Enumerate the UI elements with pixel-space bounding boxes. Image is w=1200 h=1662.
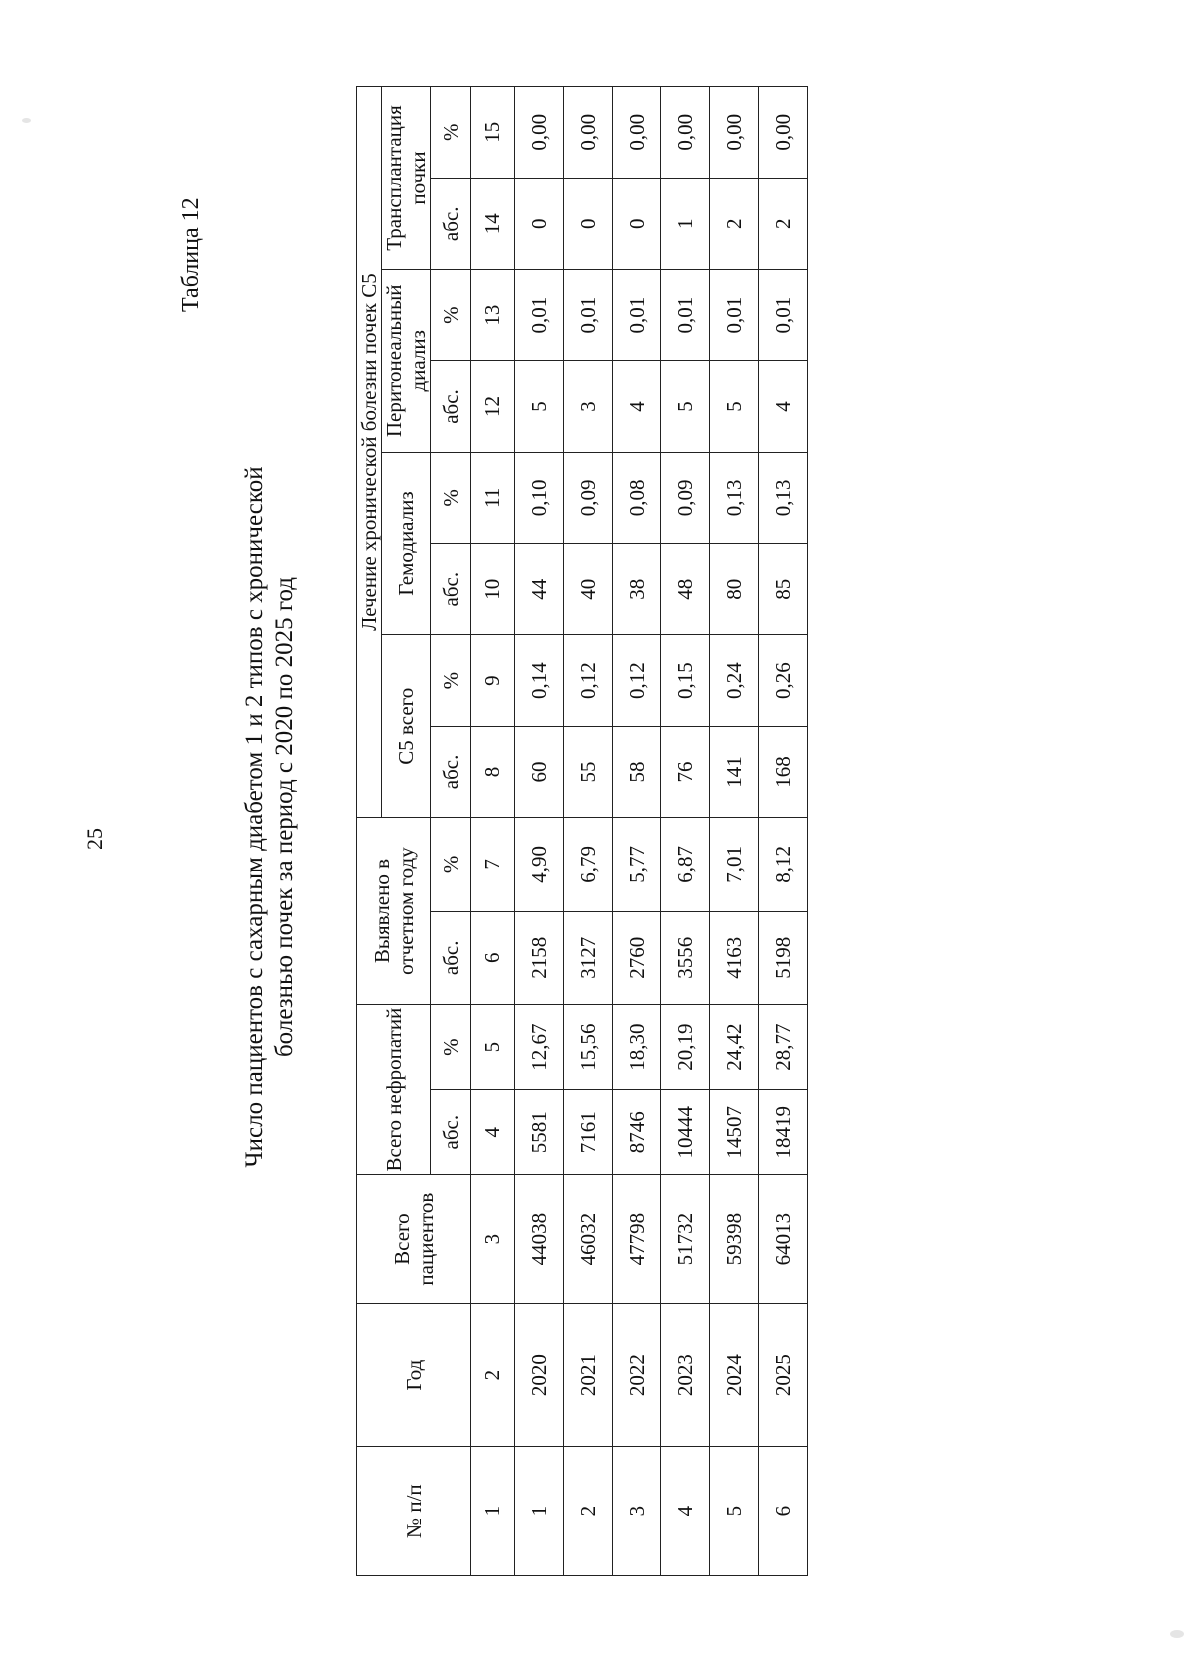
table-cell: 2023 bbox=[661, 1303, 710, 1446]
table-cell: 2022 bbox=[612, 1303, 661, 1446]
table-cell: 8,12 bbox=[759, 818, 808, 911]
table-cell: 58 bbox=[612, 726, 661, 817]
header-c5-total: С5 всего bbox=[382, 635, 431, 818]
table-row bbox=[710, 87, 759, 1576]
table-row bbox=[759, 87, 808, 1576]
table-cell: 0,09 bbox=[563, 452, 612, 543]
table-cell: 4 bbox=[759, 361, 808, 452]
table-cell: 85 bbox=[759, 544, 808, 635]
table-cell: 55 bbox=[563, 726, 612, 817]
table-cell: 1 bbox=[661, 178, 710, 269]
table-cell: 44038 bbox=[514, 1175, 563, 1304]
table-cell: 0,13 bbox=[710, 452, 759, 543]
table-cell: 141 bbox=[710, 726, 759, 817]
column-number: 7 bbox=[471, 818, 515, 911]
column-number: 14 bbox=[471, 178, 515, 269]
table-cell: 0,12 bbox=[563, 635, 612, 726]
table-cell: 2020 bbox=[514, 1303, 563, 1446]
column-number: 8 bbox=[471, 726, 515, 817]
table-cell: 0,01 bbox=[759, 269, 808, 360]
table-cell: 7161 bbox=[563, 1090, 612, 1175]
header-year: Год bbox=[357, 1303, 471, 1446]
table-cell: 3556 bbox=[661, 911, 710, 1004]
table-cell: 0,01 bbox=[514, 269, 563, 360]
table-cell: 4 bbox=[661, 1447, 710, 1576]
table-label: Таблица 12 bbox=[178, 197, 204, 312]
table-body bbox=[471, 87, 808, 1576]
column-number: 12 bbox=[471, 361, 515, 452]
table-cell: 0,14 bbox=[514, 635, 563, 726]
table-cell: 0 bbox=[612, 178, 661, 269]
header-pct: % bbox=[431, 269, 471, 360]
table-cell: 48 bbox=[661, 544, 710, 635]
table-cell: 5 bbox=[661, 361, 710, 452]
header-total-nephropathy: Всего нефропатий bbox=[357, 1005, 431, 1175]
table-cell: 1 bbox=[514, 1447, 563, 1576]
header-row-1 bbox=[357, 87, 382, 1576]
column-number: 4 bbox=[471, 1090, 515, 1175]
table-cell: 0,00 bbox=[759, 87, 808, 179]
column-number: 5 bbox=[471, 1005, 515, 1090]
table-cell: 28,77 bbox=[759, 1005, 808, 1090]
table-cell: 8746 bbox=[612, 1090, 661, 1175]
table-cell: 0,13 bbox=[759, 452, 808, 543]
table-cell: 0 bbox=[514, 178, 563, 269]
table-cell: 5 bbox=[514, 361, 563, 452]
table-cell: 14507 bbox=[710, 1090, 759, 1175]
column-number: 2 bbox=[471, 1303, 515, 1446]
table-cell: 38 bbox=[612, 544, 661, 635]
table-cell: 168 bbox=[759, 726, 808, 817]
table-cell: 5 bbox=[710, 1447, 759, 1576]
table-cell: 44 bbox=[514, 544, 563, 635]
table-cell: 6,87 bbox=[661, 818, 710, 911]
header-abs: абс. bbox=[431, 544, 471, 635]
table-cell: 0,26 bbox=[759, 635, 808, 726]
table-cell: 0,01 bbox=[612, 269, 661, 360]
table-cell: 5581 bbox=[514, 1090, 563, 1175]
header-hemodialysis: Гемодиализ bbox=[382, 452, 431, 635]
table-cell: 0,00 bbox=[612, 87, 661, 179]
header-abs: абс. bbox=[431, 911, 471, 1004]
table-row bbox=[514, 87, 563, 1576]
table-cell: 12,67 bbox=[514, 1005, 563, 1090]
table-cell: 4 bbox=[612, 361, 661, 452]
table-cell: 24,42 bbox=[710, 1005, 759, 1090]
table-cell: 2025 bbox=[759, 1303, 808, 1446]
table-cell: 4,90 bbox=[514, 818, 563, 911]
column-number: 11 bbox=[471, 452, 515, 543]
table-cell: 2 bbox=[563, 1447, 612, 1576]
table-cell: 40 bbox=[563, 544, 612, 635]
header-peritoneal: Перитонеальный диализ bbox=[382, 269, 431, 452]
column-number: 1 bbox=[471, 1447, 515, 1576]
header-abs: абс. bbox=[431, 726, 471, 817]
table-cell: 0,00 bbox=[563, 87, 612, 179]
table-cell: 51732 bbox=[661, 1175, 710, 1304]
table-cell: 0,00 bbox=[514, 87, 563, 179]
table-cell: 18419 bbox=[759, 1090, 808, 1175]
header-pct: % bbox=[431, 87, 471, 179]
column-number-row bbox=[471, 87, 515, 1576]
column-number: 10 bbox=[471, 544, 515, 635]
header-abs: абс. bbox=[431, 1090, 471, 1175]
table-title bbox=[240, 252, 300, 1382]
table-cell: 76 bbox=[661, 726, 710, 817]
table-cell: 0 bbox=[563, 178, 612, 269]
column-number: 15 bbox=[471, 87, 515, 179]
table-cell: 5 bbox=[710, 361, 759, 452]
column-number: 6 bbox=[471, 911, 515, 1004]
table-cell: 60 bbox=[514, 726, 563, 817]
table-cell: 2760 bbox=[612, 911, 661, 1004]
table-cell: 18,30 bbox=[612, 1005, 661, 1090]
table-cell: 3 bbox=[563, 361, 612, 452]
title-line-2: болезнью почек за период с 2020 по 2025 год bbox=[271, 576, 298, 1058]
table-cell: 47798 bbox=[612, 1175, 661, 1304]
table-cell: 2021 bbox=[563, 1303, 612, 1446]
data-table bbox=[356, 86, 808, 1576]
table-row bbox=[563, 87, 612, 1576]
table-cell: 2024 bbox=[710, 1303, 759, 1446]
table-cell: 46032 bbox=[563, 1175, 612, 1304]
header-abs: абс. bbox=[431, 361, 471, 452]
table-cell: 0,12 bbox=[612, 635, 661, 726]
table-cell: 3 bbox=[612, 1447, 661, 1576]
table-cell: 0,10 bbox=[514, 452, 563, 543]
table-cell: 0,15 bbox=[661, 635, 710, 726]
table-cell: 15,56 bbox=[563, 1005, 612, 1090]
header-detected: Выявлено в отчетном году bbox=[357, 818, 431, 1005]
table-cell: 64013 bbox=[759, 1175, 808, 1304]
table-cell: 80 bbox=[710, 544, 759, 635]
table-cell: 3127 bbox=[563, 911, 612, 1004]
table-cell: 10444 bbox=[661, 1090, 710, 1175]
header-pct: % bbox=[431, 452, 471, 543]
table-cell: 0,01 bbox=[710, 269, 759, 360]
table-cell: 0,01 bbox=[563, 269, 612, 360]
header-pct: % bbox=[431, 818, 471, 911]
header-total-patients: Всего пациентов bbox=[357, 1175, 471, 1304]
table-cell: 0,00 bbox=[661, 87, 710, 179]
table-cell: 2 bbox=[759, 178, 808, 269]
table-cell: 7,01 bbox=[710, 818, 759, 911]
table-cell: 0,24 bbox=[710, 635, 759, 726]
table-cell: 5198 bbox=[759, 911, 808, 1004]
table-cell: 0,08 bbox=[612, 452, 661, 543]
header-num: № п/п bbox=[357, 1447, 471, 1576]
table-row bbox=[612, 87, 661, 1576]
table-cell: 6 bbox=[759, 1447, 808, 1576]
page-number: 25 bbox=[82, 828, 107, 850]
table-cell: 59398 bbox=[710, 1175, 759, 1304]
table-cell: 4163 bbox=[710, 911, 759, 1004]
header-pct: % bbox=[431, 635, 471, 726]
table-cell: 6,79 bbox=[563, 818, 612, 911]
table-row bbox=[661, 87, 710, 1576]
header-pct: % bbox=[431, 1005, 471, 1090]
header-transplant: Трансплантация почки bbox=[382, 87, 431, 270]
header-abs: абс. bbox=[431, 178, 471, 269]
column-number: 13 bbox=[471, 269, 515, 360]
table-cell: 0,09 bbox=[661, 452, 710, 543]
table-cell: 2 bbox=[710, 178, 759, 269]
column-number: 3 bbox=[471, 1175, 515, 1304]
title-line-1: Число пациентов с сахарным диабетом 1 и 2 типов с хронической bbox=[241, 466, 268, 1168]
table-cell: 2158 bbox=[514, 911, 563, 1004]
table-cell: 20,19 bbox=[661, 1005, 710, 1090]
table-cell: 0,00 bbox=[710, 87, 759, 179]
column-number: 9 bbox=[471, 635, 515, 726]
table-cell: 0,01 bbox=[661, 269, 710, 360]
header-treatment: Лечение хронической болезни почек С5 bbox=[357, 87, 382, 818]
table-cell: 5,77 bbox=[612, 818, 661, 911]
